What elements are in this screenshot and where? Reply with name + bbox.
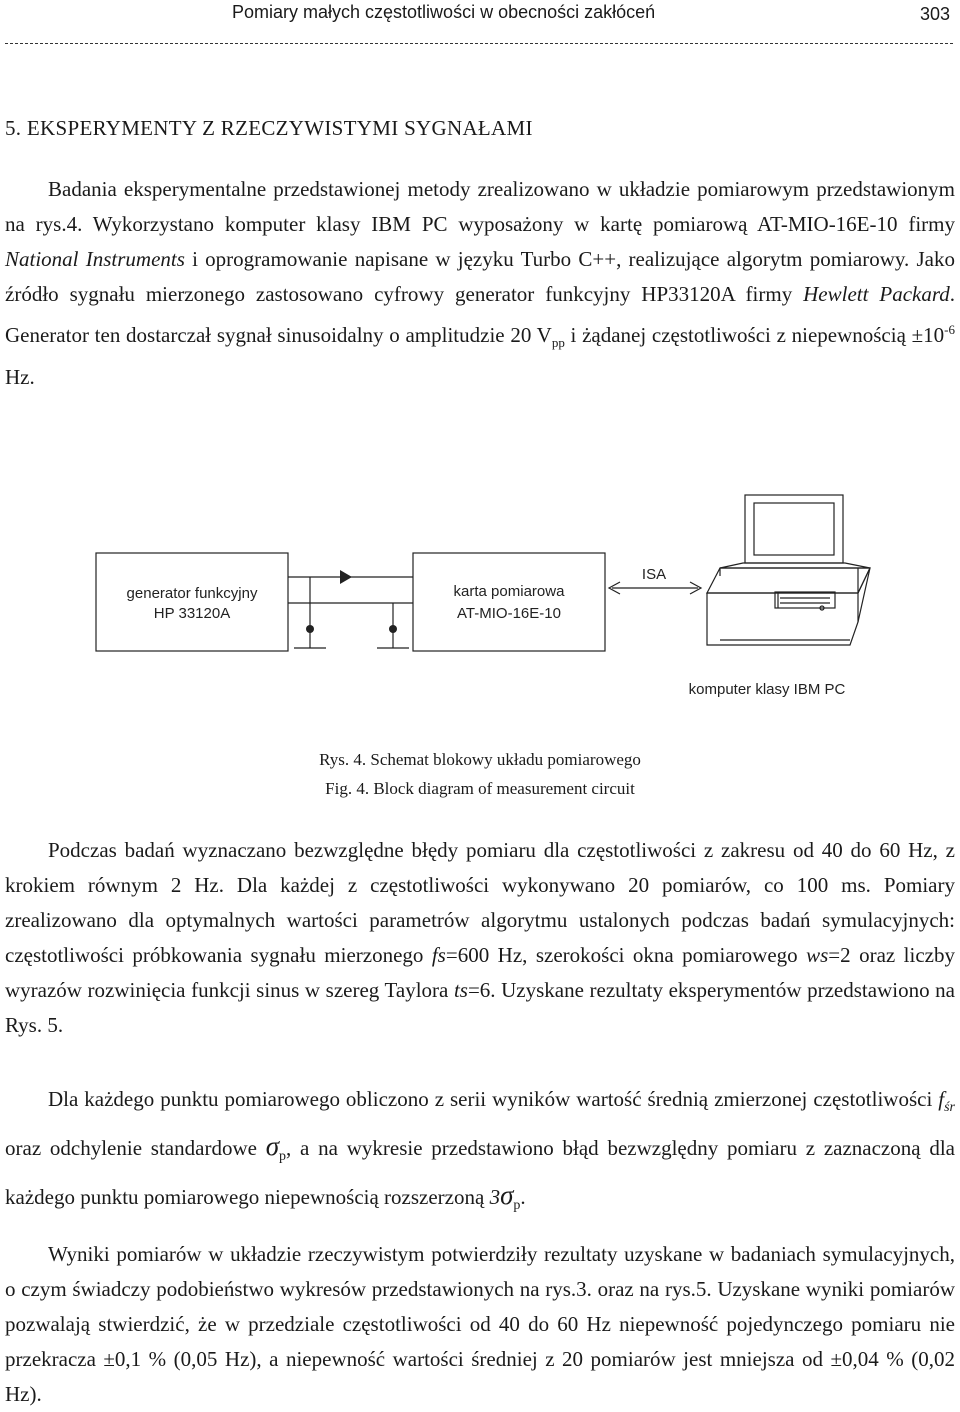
signal-wires (288, 577, 413, 648)
generator-box (96, 553, 288, 651)
card-box (413, 553, 605, 651)
signal-arrow-icon (340, 570, 352, 584)
paragraph-experiment: Podczas badań wyznaczano bezwzględne błędy pomiaru dla częstotliwości z zakresu od 40 do 60 Hz, z krokiem równym 2 Hz. Dla każdej z częstotliwości wykonywano 20 pomiarów, co 100 ms. Pomiary zrealizowano dla optymalnych wartości parametrów algorytmu ustalonych podczas badań symulacyjnych: częstotliwości próbkowania sygnału mierzonego fs=600 Hz, szerokości okna pomiarowego ws=2 oraz liczby wyrazów rozwinięcia funkcji sinus w szereg Taylora ts=6. Uzyskane rezultaty eksperymentów przedstawiono na Rys. 5. (5, 838, 955, 1037)
isa-bus-arrow (609, 582, 701, 594)
section-heading: 5. EKSPERYMENTY Z RZECZYWISTYMI SYGNAŁAMI (5, 116, 533, 140)
ground-node-right (389, 625, 397, 633)
block-diagram (0, 490, 960, 740)
figure-caption-en: Fig. 4. Block diagram of measurement circuit (325, 779, 635, 798)
isa-label: ISA (641, 566, 667, 583)
computer-label: komputer klasy IBM PC (688, 681, 846, 698)
running-title: Pomiary małych częstotliwości w obecności zakłóceń (232, 2, 656, 22)
paragraph-intro: Badania eksperymentalne przedstawionej metody zrealizowano w układzie pomiarowym przedstawionym na rys.4. Wykorzystano komputer klasy IBM PC wyposażony w kartę pomiarową AT-MIO-16E-10 firmy National Instruments i oprogramowanie napisane w języku Turbo C++, realizujące algorytm pomiarowy. Jako źródło sygnału mierzonego zastosowano cyfrowy generator funkcyjny HP33120A firmy Hewlett Packard. Generator ten dostarczał sygnał sinusoidalny o amplitudzie 20 $V_{pp}$ i żądanej częstotliwości z niepewnością $\pm 10^{-6}$ Hz. (5, 177, 955, 390)
figure-caption-pl: Rys. 4. Schemat blokowy układu pomiarowego (319, 750, 641, 769)
paragraph-conclusions: Wyniki pomiarów w układzie rzeczywistym potwierdziły rezultaty uzyskane w badaniach symulacyjnych, o czym świadczy podobieństwo wykresów przedstawionych na rys.3. oraz na rys.5. Uzyskane wyniki pomiarów pozwalają stwierdzić, że w przedziale częstotliwości od 40 do 60 Hz niepewność pojedynczego pomiaru nie przekracza ±0,1 % (0,05 Hz), a niepewność wartości średniej z 20 pomiarów jest mniejsza od ±0,04 % (0,02 Hz). (5, 1242, 955, 1406)
card-label-2: AT-MIO-16E-10 (457, 605, 561, 622)
generator-label-1: generator funkcyjny (126, 585, 258, 602)
computer-icon (707, 495, 870, 645)
card-label-1: karta pomiarowa (453, 583, 565, 600)
header-rule (5, 43, 953, 44)
page-number: 303 (920, 4, 951, 24)
ground-node-left (306, 625, 314, 633)
generator-label-2: HP 33120A (153, 605, 231, 622)
paragraph-statistics: Dla każdego punktu pomiarowego obliczono z serii wyników wartość średnią zmierzonej częstotliwości $f_{śr}$ oraz odchylenie standardowe $\sigma_p$, a na wykresie przedstawiono błąd bezwzględny pomiaru z zaznaczoną dla każdego punktu pomiarowego niepewnością rozszerzoną $3\sigma_p$. (5, 1087, 955, 1214)
